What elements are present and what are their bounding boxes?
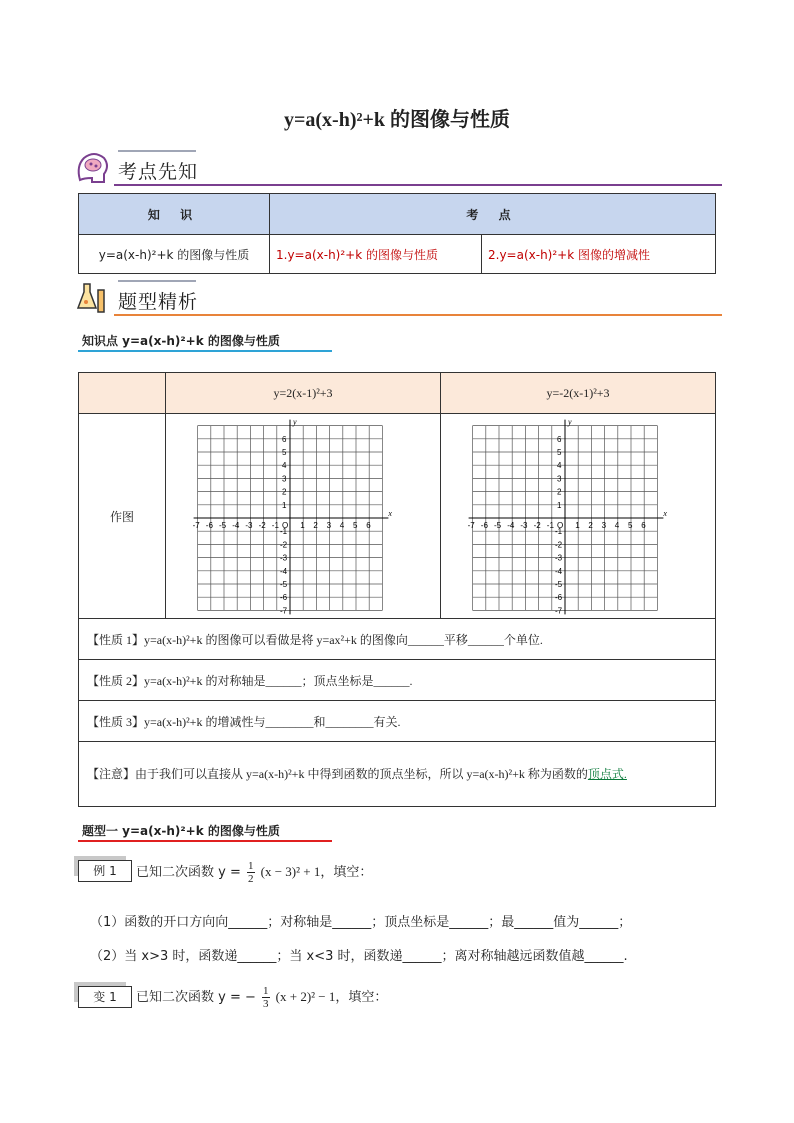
variant-1-stem [136, 983, 387, 1012]
x-tick-label: -4 [507, 521, 515, 530]
y-tick-label: 1 [557, 500, 562, 510]
x-tick-label: -3 [245, 521, 253, 530]
function-1-header: y=2(x-1)²+3 [166, 373, 441, 414]
x-tick-label: O [557, 521, 564, 530]
x-tick-label: 6 [641, 521, 646, 530]
graph-cell-1 [166, 414, 441, 619]
x-tick-label: -2 [258, 521, 266, 530]
note-row [79, 742, 716, 807]
knowledge-cell: y=a(x-h)²+k 的图像与性质 [79, 235, 270, 274]
variant-1-text-after: (x + 2)² − 1，填空： [275, 989, 388, 1004]
x-tick-label: -5 [219, 521, 227, 530]
x-axis-label: x [388, 509, 392, 518]
coordinate-grid-1[interactable] [192, 416, 403, 616]
example-1-text-after: (x − 3)² + 1，填空： [260, 864, 373, 879]
y-tick-label: -7 [555, 606, 563, 616]
variant-1-label: 变 1 [78, 986, 132, 1008]
y-tick-label: -3 [280, 553, 288, 563]
y-tick-label: 3 [282, 474, 287, 484]
point-2-cell: 2.y=a(x-h)²+k 图像的增减性 [482, 235, 716, 274]
brain-icon [74, 148, 112, 188]
knowledge-point-underline [78, 350, 332, 352]
x-tick-label: 6 [366, 521, 371, 530]
kaodian-table [78, 193, 716, 274]
x-tick-label: 3 [601, 521, 607, 530]
x-tick-label: 4 [339, 521, 345, 530]
section-title-tixing: 题型精析 [118, 291, 199, 313]
example-1-label: 例 1 [78, 860, 132, 882]
y-axis-label: y [568, 417, 572, 427]
y-tick-label: 1 [282, 500, 287, 510]
section-rule [114, 314, 722, 316]
x-tick-label: 2 [313, 521, 318, 530]
x-tick-label: 2 [588, 521, 593, 530]
y-tick-label: -2 [280, 540, 288, 550]
section-rule [114, 184, 722, 186]
y-tick-label: -5 [280, 580, 288, 589]
x-tick-label: 1 [300, 521, 305, 530]
y-tick-label: 6 [557, 434, 562, 444]
y-tick-label: -5 [555, 580, 563, 589]
x-tick-label: -7 [467, 521, 475, 530]
point-1-cell: 1.y=a(x-h)²+k 的图像与性质 [270, 235, 482, 274]
x-tick-label: 4 [614, 521, 620, 530]
y-tick-label: -6 [555, 593, 563, 603]
property-2: 【性质 2】y=a(x-h)²+k 的对称轴是______；顶点坐标是______. [79, 660, 716, 701]
x-tick-label: -2 [533, 521, 541, 530]
example-1-question-1: （1）函数的开口方向向______；对称轴是______；顶点坐标是______；最______值为______； [90, 915, 632, 930]
section-title-kaodian: 考点先知 [118, 161, 199, 183]
function-2-header: y=-2(x-1)²+3 [441, 373, 716, 414]
y-tick-label: 4 [557, 461, 562, 471]
graph-cell-2 [441, 414, 716, 619]
y-tick-label: -3 [555, 553, 563, 563]
y-tick-label: -4 [555, 566, 563, 576]
fraction-denominator: 3 [263, 998, 269, 1010]
fraction [262, 985, 270, 1010]
y-tick-label: -1 [555, 527, 563, 537]
y-tick-label: -6 [280, 593, 288, 603]
page-title: y=a(x-h)²+k 的图像与性质 [283, 109, 510, 131]
flask-icon [74, 278, 112, 318]
example-1-stem [136, 858, 372, 887]
y-tick-label: 2 [557, 487, 562, 497]
graph-table [78, 372, 716, 807]
y-tick-label: -7 [280, 606, 288, 616]
header-points: 考 点 [270, 194, 716, 235]
example-1-text-before: 已知二次函数 y = [136, 865, 241, 880]
y-tick-label: -4 [280, 566, 288, 576]
y-tick-label: 3 [557, 474, 562, 484]
fraction [247, 860, 255, 885]
x-tick-label: 1 [575, 521, 580, 530]
vertex-form-link[interactable]: 顶点式. [587, 767, 627, 781]
note-text: 【注意】由于我们可以直接从 y=a(x-h)²+k 中得到函数的顶点坐标，所以 y=a(x-h)²+k 称为函数的 [87, 767, 588, 781]
x-tick-label: -1 [271, 521, 279, 530]
header-knowledge: 知 识 [79, 194, 270, 235]
x-tick-label: -5 [494, 521, 502, 530]
section-header-kaodian [74, 148, 722, 188]
y-tick-label: 5 [557, 448, 562, 457]
example-1-question-2: （2）当 x>3 时，函数递______；当 x<3 时，函数递______；离对称轴越远函数值越______. [90, 949, 628, 964]
fraction-denominator: 2 [248, 873, 254, 885]
property-1: 【性质 1】y=a(x-h)²+k 的图像可以看做是将 y=ax²+k 的图像向______平移______个单位. [79, 619, 716, 660]
y-tick-label: 5 [282, 448, 287, 457]
property-3: 【性质 3】y=a(x-h)²+k 的增减性与________和________有关. [79, 701, 716, 742]
x-tick-label: O [282, 521, 289, 530]
knowledge-point-heading: 知识点 y=a(x-h)²+k 的图像与性质 [82, 334, 280, 348]
x-tick-label: -1 [546, 521, 554, 530]
corner-cell [79, 373, 166, 414]
type-1-heading: 题型一 y=a(x-h)²+k 的图像与性质 [82, 824, 280, 838]
x-tick-label: -6 [205, 521, 213, 530]
fraction-numerator: 1 [263, 985, 269, 997]
variant-1-text-before: 已知二次函数 y = − [136, 990, 256, 1005]
y-tick-label: 4 [282, 461, 287, 471]
x-tick-label: -4 [232, 521, 240, 530]
x-tick-label: -6 [480, 521, 488, 530]
section-header-tixing [74, 278, 722, 318]
x-axis-label: x [663, 509, 667, 518]
coordinate-grid-2[interactable] [467, 416, 678, 616]
fraction-numerator: 1 [248, 860, 254, 872]
x-tick-label: -3 [520, 521, 528, 530]
x-tick-label: 5 [628, 521, 633, 530]
x-tick-label: 3 [326, 521, 332, 530]
y-axis-label: y [293, 417, 297, 427]
y-tick-label: -2 [555, 540, 563, 550]
y-tick-label: -1 [280, 527, 288, 537]
y-tick-label: 6 [282, 434, 287, 444]
x-tick-label: 5 [353, 521, 358, 530]
type-1-underline [78, 840, 332, 842]
y-tick-label: 2 [282, 487, 287, 497]
draw-label: 作图 [79, 414, 166, 619]
x-tick-label: -7 [192, 521, 200, 530]
